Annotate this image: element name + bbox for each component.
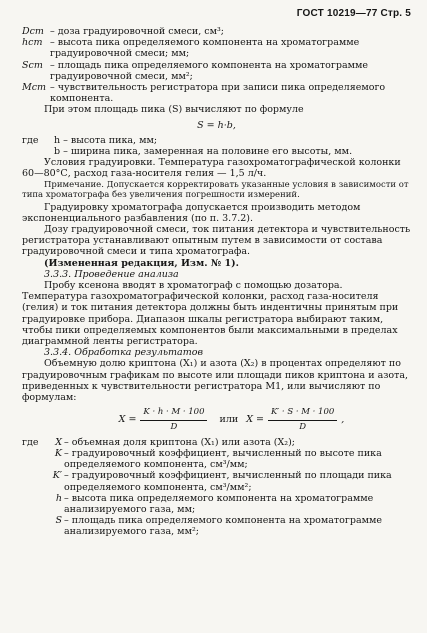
where2-term: K — [54, 447, 62, 459]
definition-desc: – чувствительность регистратора при записи пика определяемого компонента. — [50, 82, 386, 105]
paragraph-conditions: Условия градуировки. Температура газохроматографической колонки 60—80°С, расход газа-носителя гелия — 1,5 л/ч. — [22, 157, 401, 180]
formula-area: S = h·b, — [197, 119, 236, 131]
where2-item — [22, 515, 411, 537]
paragraph-probe: Пробу ксенона вводят в хроматограф с помощью дозатора. Температура газохроматографической колонки, расход газа-носителя (гелия) и ток питания детектора должны быть индентичны принятым при градуировке прибора. Диапазон шкалы регистратора выбирают таким, чтобы пики определяемых компонентов были максимальными в пределах диаграммной ленты регистратора. — [22, 280, 399, 348]
edition-note: (Измененная редакция, Изм. № 1). — [44, 257, 239, 269]
fraction-denominator: D — [170, 421, 178, 432]
definitions-list — [22, 26, 411, 104]
paragraph-area-intro: При этом площадь пика (S) вычисляют по формуле — [44, 104, 304, 116]
where-line — [22, 146, 411, 157]
definition-term: hст — [22, 37, 43, 49]
fraction-numerator: K · h · M · 100 — [140, 407, 207, 420]
where2-item — [22, 470, 411, 492]
where2-desc: – градуировочный коэффициент, вычисленный по высоте пика определяемого компонента, см³/мм; — [64, 447, 382, 471]
definition-desc: – доза градуировочной смеси, см³; — [50, 26, 224, 37]
fraction — [268, 407, 337, 432]
paragraph-calibration: Градуировку хроматографа допускается производить методом экспоненциального разбавления (по п. 3.7.2). — [22, 201, 361, 224]
definition-item — [22, 26, 411, 37]
paragraph-results: Объемную долю криптона (X₁) и азота (X₂) в процентах определяют по градуировочным графикам по высоте или площади пиков криптона и азота, приведенных к чувствительности регистратора M1, или вычисляют по формулам: — [22, 358, 409, 404]
where2-item — [22, 437, 411, 448]
fraction — [140, 407, 207, 432]
where2-label: где — [22, 436, 39, 448]
formula-or: или — [219, 414, 239, 426]
fraction-denominator: D — [299, 421, 307, 432]
where2-desc: – объемная доля криптона (X₁) или азота (X₂); — [64, 436, 295, 448]
where-h: h – высота пика, мм; — [54, 134, 158, 146]
document-body — [22, 26, 411, 538]
paragraph-dose: Дозу градуировочной смеси, ток питания детектора и чувствительность регистратора устанавливают опытным путем в зависимости от состава градуировочной смеси и типа хроматографа. — [22, 224, 411, 258]
definition-desc: – высота пика определяемого компонента на хроматограмме градуировочной смеси; мм; — [50, 37, 360, 60]
where2-list — [22, 437, 411, 538]
definition-term: Dст — [22, 26, 44, 37]
where2-desc: – площадь пика определяемого компонента на хроматограмме анализируемого газа, мм²; — [64, 515, 383, 538]
formula-tail: , — [341, 414, 345, 426]
where2-term: X — [55, 436, 62, 448]
page-header: ГОСТ 10219—77 Стр. 5 — [296, 8, 411, 19]
where-b: b – ширина пика, замеренная на половине его высоты, мм. — [54, 146, 353, 158]
where2-desc: – высота пика определяемого компонента на хроматограмме анализируемого газа, мм; — [64, 492, 374, 515]
where2-term: h — [55, 492, 62, 504]
definition-term: Sст — [22, 59, 43, 71]
definition-term: Mст — [22, 82, 47, 94]
section-heading-334: 3.3.4. Обработка результатов — [44, 347, 203, 359]
where-label: где — [22, 134, 39, 146]
formula-x — [52, 407, 411, 432]
fraction-numerator: K′ · S · M · 100 — [268, 407, 337, 420]
definition-item — [22, 82, 411, 104]
where2-item — [22, 493, 411, 515]
section-heading-333: 3.3.3. Проведение анализа — [44, 268, 179, 280]
where2-term: S — [55, 515, 62, 527]
formula-lhs: X = — [246, 414, 264, 426]
formula-lhs: X = — [118, 414, 137, 426]
where2-desc: – градуировочный коэффициент, вычисленный по площади пика определяемого компонента, см³/мм²; — [64, 470, 392, 493]
note: Примечание. Допускается корректировать указанные условия в зависимости от типа хроматографа без увеличения погрешности измерений. — [22, 179, 409, 200]
definition-desc: – площадь пика определяемого компонента на хроматограмме градуировочной смеси, мм²; — [50, 59, 369, 82]
where2-item — [22, 448, 411, 470]
where2-term: K′ — [52, 470, 62, 482]
definition-item — [22, 60, 411, 82]
definition-item — [22, 37, 411, 59]
where-line — [22, 135, 411, 146]
